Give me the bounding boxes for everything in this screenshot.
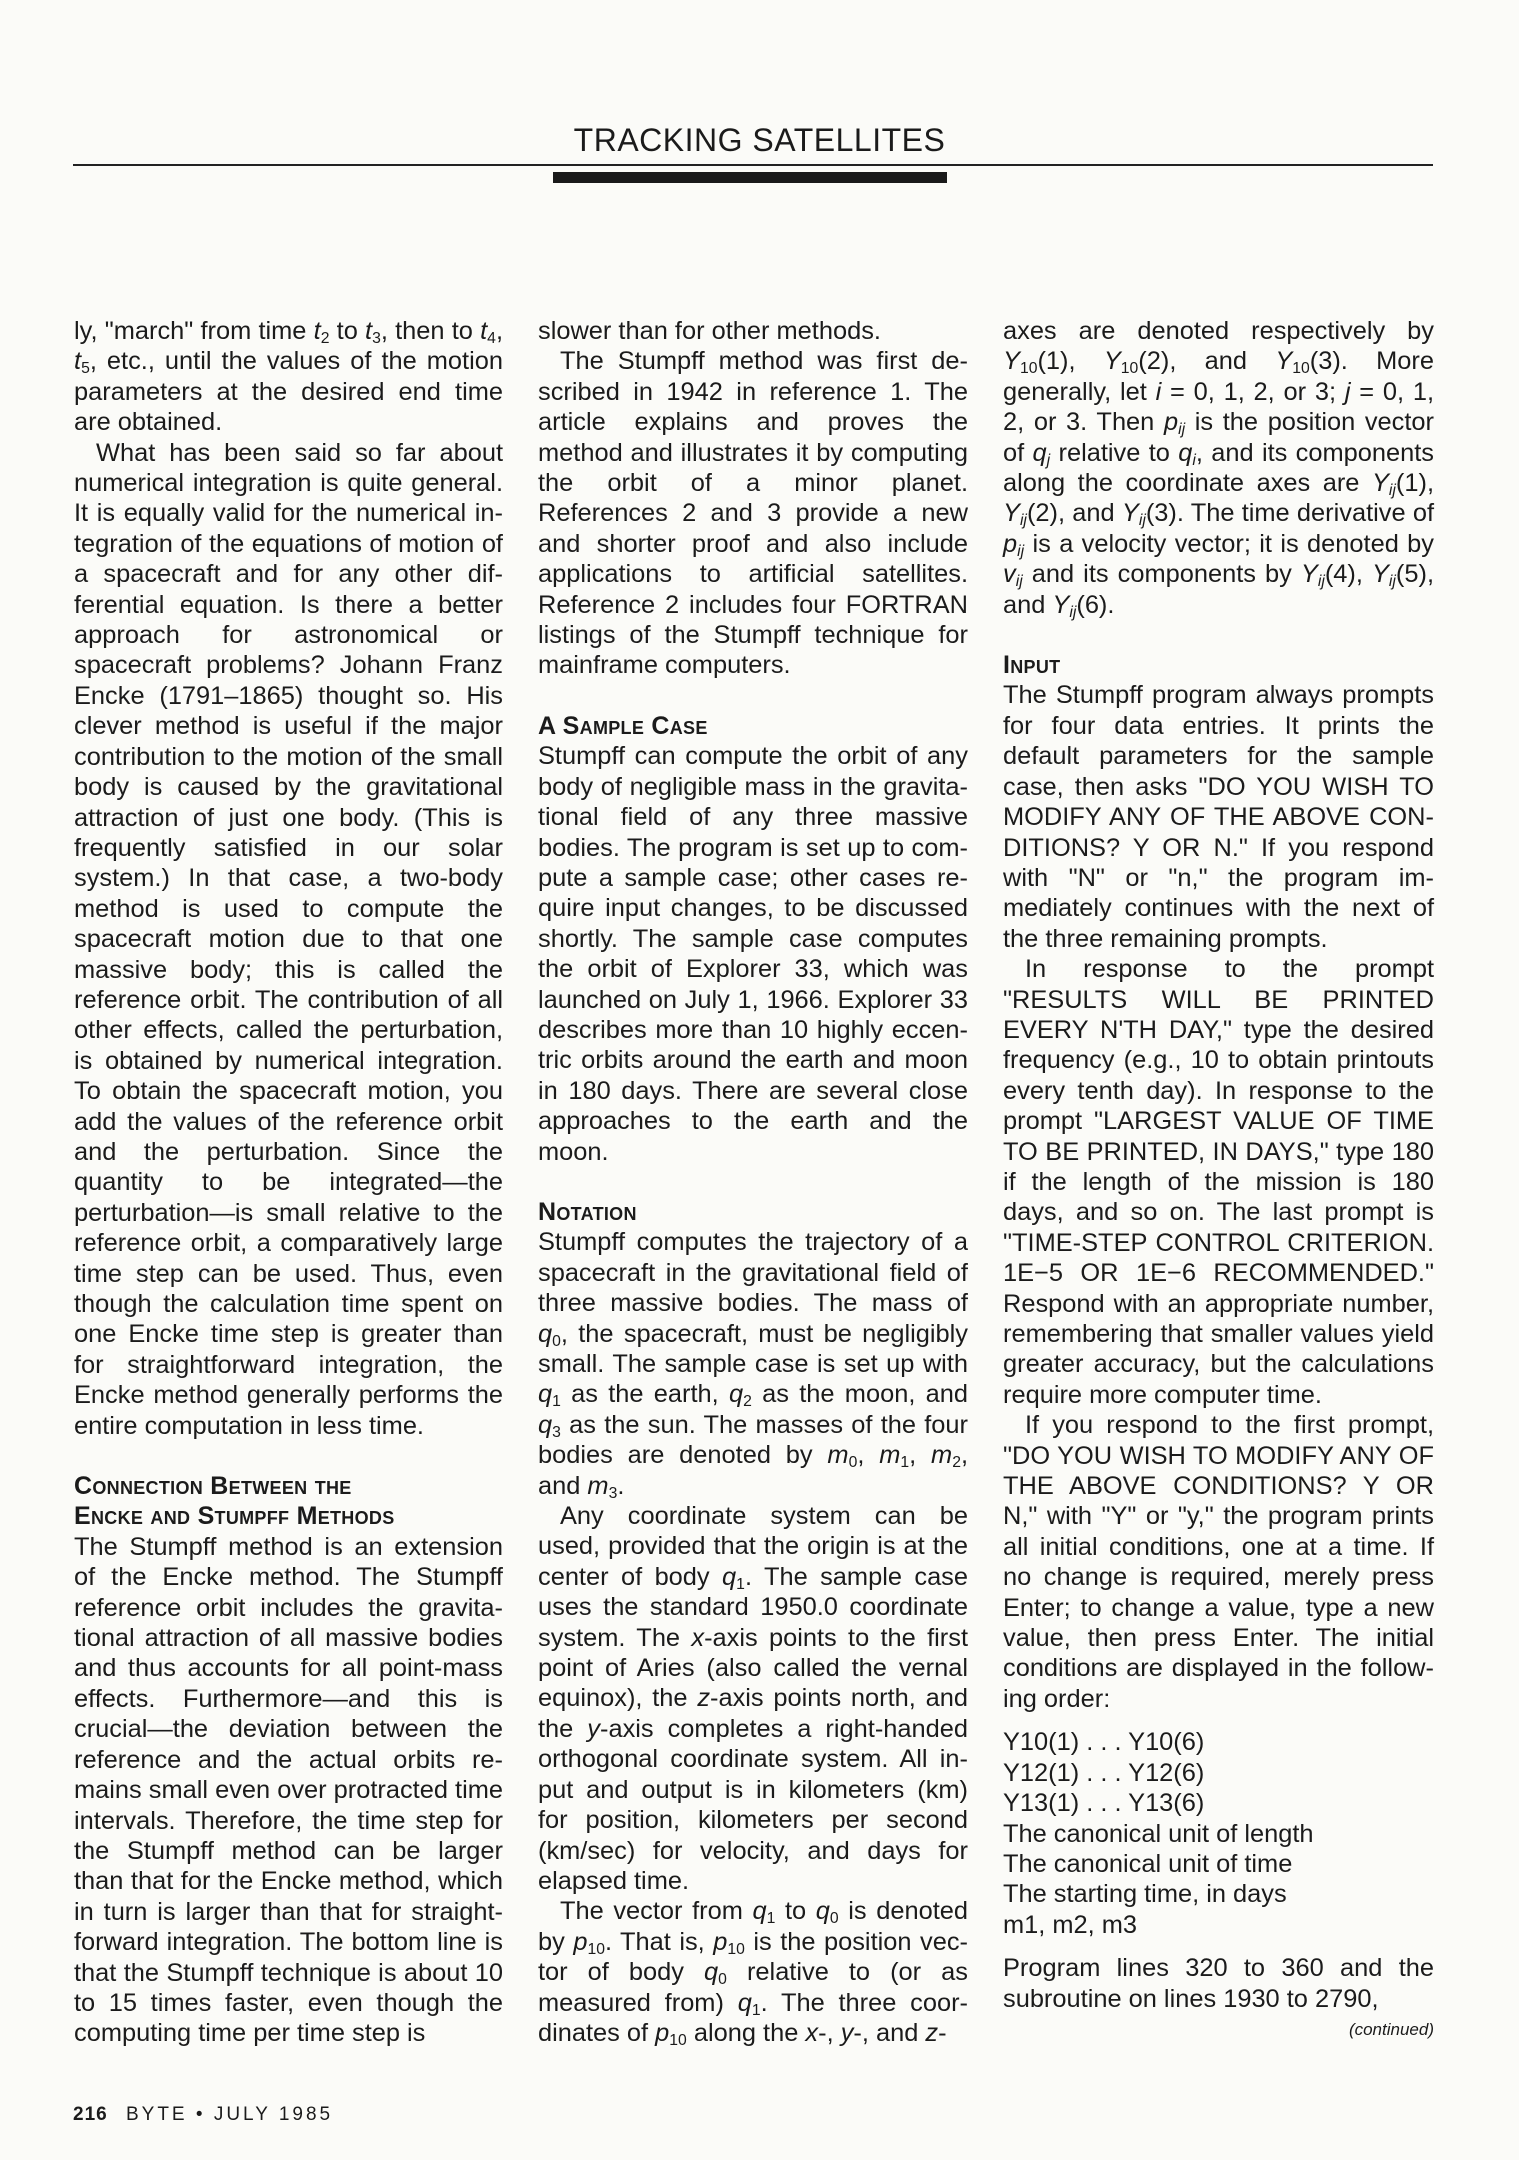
column-1 <box>74 316 503 2049</box>
paragraph: The Stumpff method is an extension of the Encke method. The Stumpff reference orbit includes the gravitational attraction of all massive bodies and thus accounts for all point-mass effects. Furthermore—and this is crucial—the deviation between the reference and the actual orbits remains small even over protracted time intervals. Therefore, the time step for the Stumpff method can be larger than that for the Encke method, which in turn is larger than that for straightforward integration. The bottom line is that the Stumpff technique is about 10 to 15 times faster, even though the computing time per time step is <box>74 1532 503 2048</box>
paragraph: In response to the prompt "RESULTS WILL BE PRINTED EVERY N'TH DAY," type the desired frequency (e.g., 10 to obtain printouts every tenth day). In response to the prompt "LARGEST VALUE OF TIME TO BE PRINTED, IN DAYS," type 180 if the length of the mission is 180 days, and so on. The last prompt is "TIME-STEP CONTROL CRITERION. 1E−5 OR 1E−6 RECOMMENDED." Respond with an appropriate number, remembering that smaller values yield greater accuracy, but the calculations require more computer time. <box>1003 955 1434 1409</box>
initial-conditions-list <box>1003 1727 1434 1940</box>
paragraph: axes are denoted respectively by $Y_{10}(1)$, $Y_{10}(2)$, and $Y_{10}(3)$. More generally, let i = 0, 1, 2, or 3; j = 0, 1, 2, or 3. Then $p_{ij}$ is the position vector of $q_j$ relative to $q_i$, and its components along the coordinate axes are $Y_{ij}(1)$, $Y_{ij}(2)$, and $Y_{ij}(3)$. The time derivative of $p_{ij}$ is a velocity vector; it is denoted by $v_{ij}$ and its components by $Y_{ij}(4)$, $Y_{ij}(5)$, and $Y_{ij}(6)$. <box>1003 317 1435 621</box>
paragraph: If you respond to the first prompt, "DO YOU WISH TO MODIFY ANY OF THE ABOVE CONDITIONS? Y OR N," with "Y" or "y," the program prints all initial conditions, one at a time. If no change is required, merely press Enter; to change a value, type a new value, then press Enter. The initial conditions are displayed in the following order: <box>1003 1411 1434 1713</box>
paragraph: ly, "march" from time $t_2$ to $t_3$, then to $t_4$, $t_5$, etc., until the values of the motion parameters at the desired end time are obtained. <box>74 317 503 437</box>
page-footer <box>73 2104 333 2126</box>
list-item: The starting time, in days <box>1003 1880 1287 1909</box>
header-bar <box>553 172 947 183</box>
column-3 <box>1003 316 1434 2042</box>
list-item: The canonical unit of time <box>1003 1849 1293 1878</box>
paragraph: What has been said so far about numerical integration is quite general. It is equally valid for the numerical integration of the equations of motion of a spacecraft and for any other differential equation. Is there a better approach for astronomical or spacecraft problems? Johann Franz Encke (1791–1865) thought so. His clever method is useful if the major contribution to the motion of the small body is caused by the gravitational attraction of just one body. (This is frequently satisfied in our solar system.) In that case, a two-body method is used to compute the spacecraft motion due to that one massive body; this is called the reference orbit. The contribution of all other effects, called the perturbation, is obtained by numerical integration. To obtain the spacecraft motion, you add the values of the reference orbit and the perturbation. Since the quantity to be integrated—the perturbation—is small relative to the reference orbit, a comparatively large time step can be used. Thus, even though the calculation time spent on one Encke time step is greater than for straightforward integration, the Encke method generally performs the entire computation in less time. <box>74 438 503 1440</box>
paragraph: Stumpff can compute the orbit of any body of negligible mass in the gravitational field of any three massive bodies. The program is set up to compute a sample case; other cases require input changes, to be discussed shortly. The sample case computes the orbit of Explorer 33, which was launched on July 1, 1966. Explorer 33 describes more than 10 highly eccentric orbits around the earth and moon in 180 days. There are several close approaches to the earth and the moon. <box>538 742 968 1166</box>
list-item: m1, m2, m3 <box>1003 1910 1138 1939</box>
issue-date: JULY 1985 <box>213 2104 334 2125</box>
section-heading <box>74 1471 503 1532</box>
magazine-name: BYTE <box>125 2104 188 2125</box>
header-rule <box>73 164 1433 166</box>
list-item: The canonical unit of length <box>1003 1819 1314 1848</box>
paragraph: The Stumpff program always prompts for four data entries. It prints the default parameters for the sample case, then asks "DO YOU WISH TO MODIFY ANY OF THE ABOVE CONDITIONS? Y OR N." If you respond with "N" or "n," the program immediately continues with the next of the three remaining prompts. <box>1003 681 1434 953</box>
paragraph: Program lines 320 to 360 and the subroutine on lines 1930 to 2790, <box>1003 1954 1434 2013</box>
continued-label: (continued) <box>1348 2019 1434 2039</box>
column-2 <box>538 316 968 2048</box>
footer-separator: • <box>195 2104 206 2125</box>
running-header: TRACKING SATELLITES <box>573 122 946 158</box>
paragraph: slower than for other methods. <box>538 317 881 345</box>
paragraph: Any coordinate system can be used, provided that the origin is at the center of body $q_1$. The sample case uses the standard 1950.0 coordinate system. The x-axis points to the first point of Aries (also called the vernal equinox), the z-axis points north, and the y-axis completes a right-handed orthogonal coordinate system. All input and output is in kilometers (km) for position, kilometers per second (km/sec) for velocity, and days for elapsed time. <box>538 1502 969 1895</box>
page-number: 216 <box>73 2104 108 2125</box>
paragraph: The vector from $q_1$ to $q_0$ is denoted by $p_{10}$. That is, $p_{10}$ is the position vector of body $q_0$ relative to (or as measured from) $q_1$. The three coordinates of $p_{10}$ along the x-, y-, and z- <box>538 1897 969 2049</box>
paragraph: The Stumpff method was first described in 1942 in reference 1. The article explains and proves the method and illustrates it by computing the orbit of a minor planet. References 2 and 3 provide a new and shorter proof and also include applications to artificial satellites. Reference 2 includes four FORTRAN listings of the Stumpff technique for mainframe computers. <box>538 347 968 680</box>
list-item: Y13(1) . . . Y13(6) <box>1003 1789 1205 1818</box>
paragraph: Stumpff computes the trajectory of a spacecraft in the gravitational field of three massive bodies. The mass of $q_0$, the spacecraft, must be negligibly small. The sample case is set up with $q_1$ as the earth, $q_2$ as the moon, and $q_3$ as the sun. The masses of the four bodies are denoted by $m_0$, $m_1$, $m_2$, and $m_3$. <box>538 1228 969 1502</box>
section-heading: Input <box>1003 651 1061 680</box>
list-item: Y12(1) . . . Y12(6) <box>1003 1758 1205 1787</box>
section-heading-line: Connection Between the <box>74 1472 352 1501</box>
list-item: Y10(1) . . . Y10(6) <box>1003 1728 1205 1757</box>
section-heading-line: Encke and Stumpff Methods <box>74 1502 395 1531</box>
section-heading: Notation <box>538 1197 637 1226</box>
section-heading: A Sample Case <box>538 711 708 740</box>
